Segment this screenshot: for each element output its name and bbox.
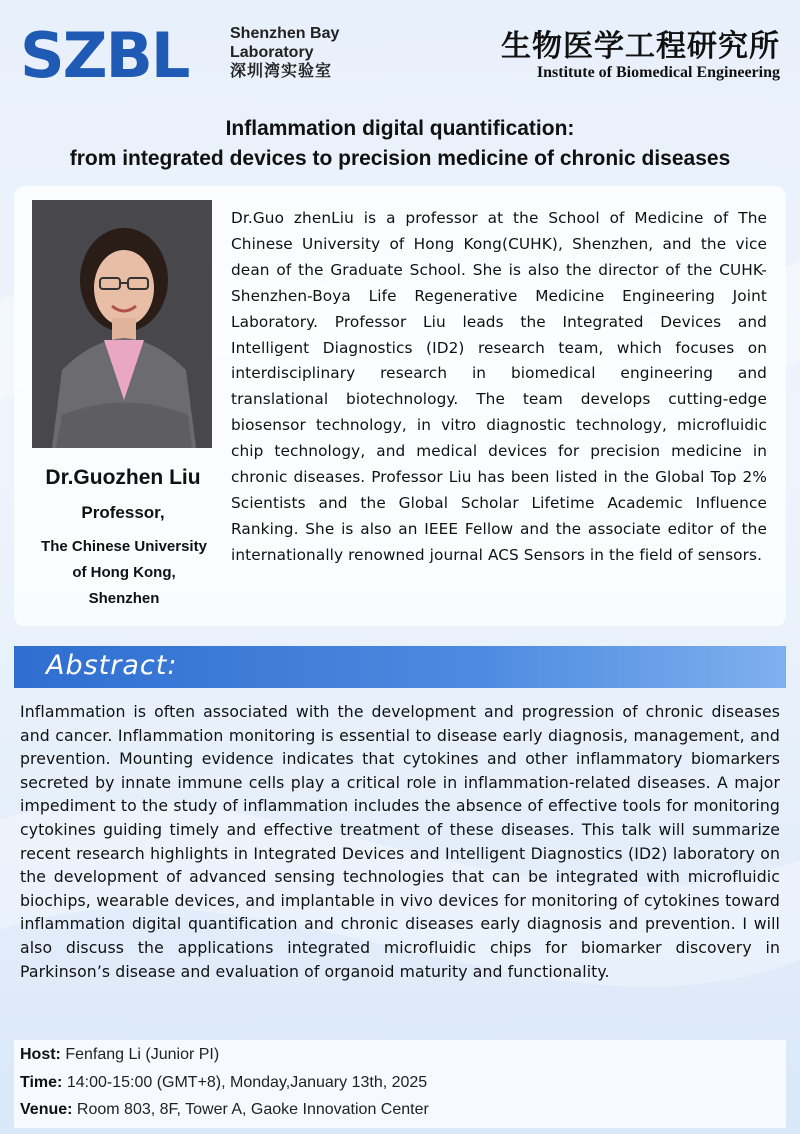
venue-label: Venue: [20, 1101, 73, 1118]
host-value: Fenfang Li (Junior PI) [60, 1046, 220, 1063]
affil-line2: of Hong Kong, [72, 564, 176, 581]
affil-line3: Shenzhen [88, 590, 160, 607]
venue-row [20, 1101, 429, 1119]
szbl-logo-text [230, 24, 339, 81]
time-value: 14:00-15:00 (GMT+8), Monday,January 13th, 2025 [62, 1074, 428, 1091]
abstract-text: Inflammation is often associated with the development and progression of chronic diseases and cancer. Inflammation monitoring is essential to disease early diagnosis, management, and prevention. Mounting evidence indicates that cytokines and other inflammatory biomarkers secreted by innate immune cells play a critical role in inflammation-related diseases. A major impediment to the study of inflammation includes the absence of effective tools for monitoring cytokines guiding timely and effective treatment of these diseases. This talk will summarize recent research highlights in Integrated Devices and Intelligent Diagnostics (ID2) laboratory on the development of advanced sensing technologies that can be integrated with microfluidic biochips, wearable devices, and implantable in vivo devices for monitoring of cytokines toward inflammation digital quantification and chronic diseases early diagnosis and prevention. I will also discuss the applications integrated microfluidic chips for biomarker discovery in Parkinson’s disease and evaluation of organoid maturity and functionality. [20, 702, 780, 981]
talk-title [0, 114, 800, 174]
institute-cn: 生物医学工程研究所 [501, 29, 780, 64]
speaker-bio: Dr.Guo zhenLiu is a professor at the School of Medicine of The Chinese University of Hong Kong(CUHK), Shenzhen, and the vice dean of the Graduate School. She is also the director of the CUHK-Shenzhen-Boya Life Regenerative Medicine Engineering Joint Laboratory. Professor Liu leads the Integrated Devices and Intelligent Diagnostics (ID2) research team, which focuses on interdisciplinary research in biomedical engineering and translational biotechnology. The team develops cutting-edge biosensor technology, in vitro diagnostic technology, microfluidic chip technology, and medical devices for precision medicine in chronic diseases. Professor Liu has been listed in the Global Top 2% Scientists and the Global Scholar Lifetime Academic Influence Ranking. She is also an IEEE Fellow and the associate editor of the internationally renowned journal ACS Sensors in the field of sensors. [231, 209, 767, 564]
szbl-logo: SZBL [20, 18, 189, 92]
time-row [20, 1074, 427, 1092]
speaker-portrait-icon [32, 200, 212, 448]
speaker-name: Dr.Guozhen Liu [45, 466, 201, 489]
speaker-affiliation [24, 534, 224, 612]
venue-value: Room 803, 8F, Tower A, Gaoke Innovation Center [72, 1101, 429, 1118]
logo-line1: Shenzhen Bay [230, 25, 340, 42]
speaker-position: Professor, [81, 503, 165, 522]
host-row [20, 1046, 219, 1064]
host-label: Host: [20, 1046, 61, 1063]
talk-title-line2: from integrated devices to precision medicine of chronic diseases [69, 147, 731, 170]
logo-cn: 深圳湾实验室 [230, 63, 333, 80]
institute-en: Institute of Biomedical Engineering [536, 64, 780, 81]
abstract-heading: Abstract: [46, 650, 178, 681]
talk-title-line1: Inflammation digital quantification: [225, 117, 575, 140]
institute-logo [501, 30, 780, 82]
affil-line1: The Chinese University [41, 538, 207, 555]
speaker-photo [32, 200, 212, 448]
logo-line2: Laboratory [230, 44, 314, 61]
time-label: Time: [20, 1074, 63, 1091]
